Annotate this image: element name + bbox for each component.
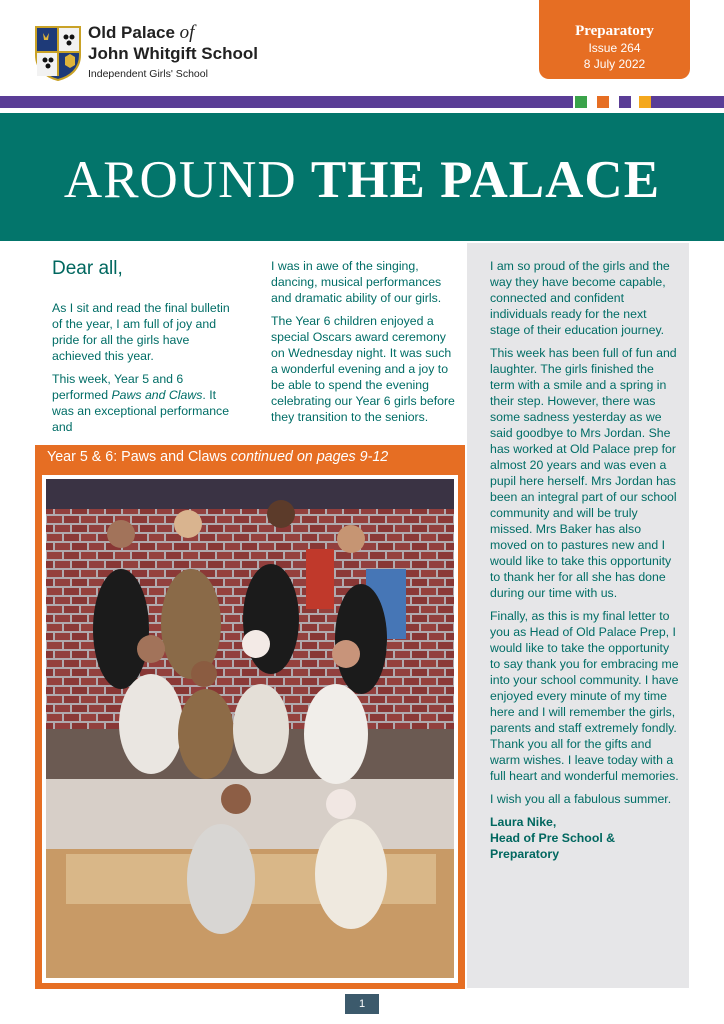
newsletter-title-bold: THE PALACE	[310, 151, 661, 209]
letter-paragraph: I wish you all a fabulous summer.	[490, 792, 672, 806]
school-tagline: Independent Girls' School	[88, 68, 208, 80]
school-name-line1: Old Palace of	[88, 22, 195, 43]
accent-square-green	[575, 96, 587, 108]
letter-paragraph: The Year 6 children enjoyed a special Oscars award ceremony on Wednesday night. It was such a wonderful evening and a joy to be able to spend the evening celebrating our Year 6 girls before they transition to the seniors.	[271, 314, 455, 424]
letter-paragraph: This week has been full of fun and laughter. The girls finished the term with a smile and a spring in their step. However, there was some sadness yesterday as we said goodbye to Mrs Jordan. She has worked at Old Palace prep for almost 20 years and was even a pupil here herself. Mrs Jordan has been an integral part of our school community and will be truly missed. Mrs Baker has also moved on to pastures new and I would like to take this opportunity to thank her for all she has done during our time with us.	[490, 346, 677, 600]
letter-paragraph: As I sit and read the final bulletin of the year, I am full of joy and pride for all the girls have achieved this year.	[52, 301, 230, 363]
letter-column-2	[271, 258, 461, 432]
letter-greeting: Dear all,	[52, 258, 123, 279]
letter-paragraph: This week, Year 5 and 6 performed Paws and Claws. It was an exceptional performance and	[52, 372, 230, 434]
issue-badge	[539, 0, 690, 79]
cast-group-photo	[46, 479, 454, 978]
accent-square-yellow	[639, 96, 651, 108]
letter-column-1	[52, 258, 240, 442]
badge-section: Preparatory	[575, 23, 654, 39]
signature-title: Head of Pre School & Preparatory	[490, 831, 616, 861]
photo-caption-continued: continued on pages 9-12	[230, 449, 389, 465]
signature-name: Laura Nike,	[490, 815, 557, 829]
badge-date: 8 July 2022	[583, 57, 646, 71]
school-crest-logo	[34, 25, 82, 81]
newsletter-title: AROUND THE PALACE	[63, 151, 661, 209]
letter-paragraph: I am so proud of the girls and the way they have become capable, connected and confident individuals ready for the next stage of their education journey.	[490, 259, 670, 337]
photo-caption: Year 5 & 6: Paws and Claws continued on pages 9-12	[47, 449, 389, 465]
badge-issue: Issue 264	[588, 41, 641, 55]
letter-paragraph: Finally, as this is my final letter to you as Head of Old Palace Prep, I would like to take the opportunity to say thank you for embracing me into your school community. I have enjoyed every minute of my time here and I will remember the girls, parents and staff extremely fondly. Thank you all for the gifts and warm wishes. I leave today with a full heart and wonderful memories.	[490, 609, 679, 783]
accent-square-purple	[619, 96, 631, 108]
school-name-of: of	[179, 22, 195, 43]
letter-paragraph: I was in awe of the singing, dancing, musical performances and dramatic ability of our girls.	[271, 259, 442, 305]
school-name-line2: John Whitgift School	[88, 44, 258, 63]
accent-square-orange	[597, 96, 609, 108]
page-number: 1	[345, 994, 379, 1014]
letter-column-3	[490, 258, 680, 862]
